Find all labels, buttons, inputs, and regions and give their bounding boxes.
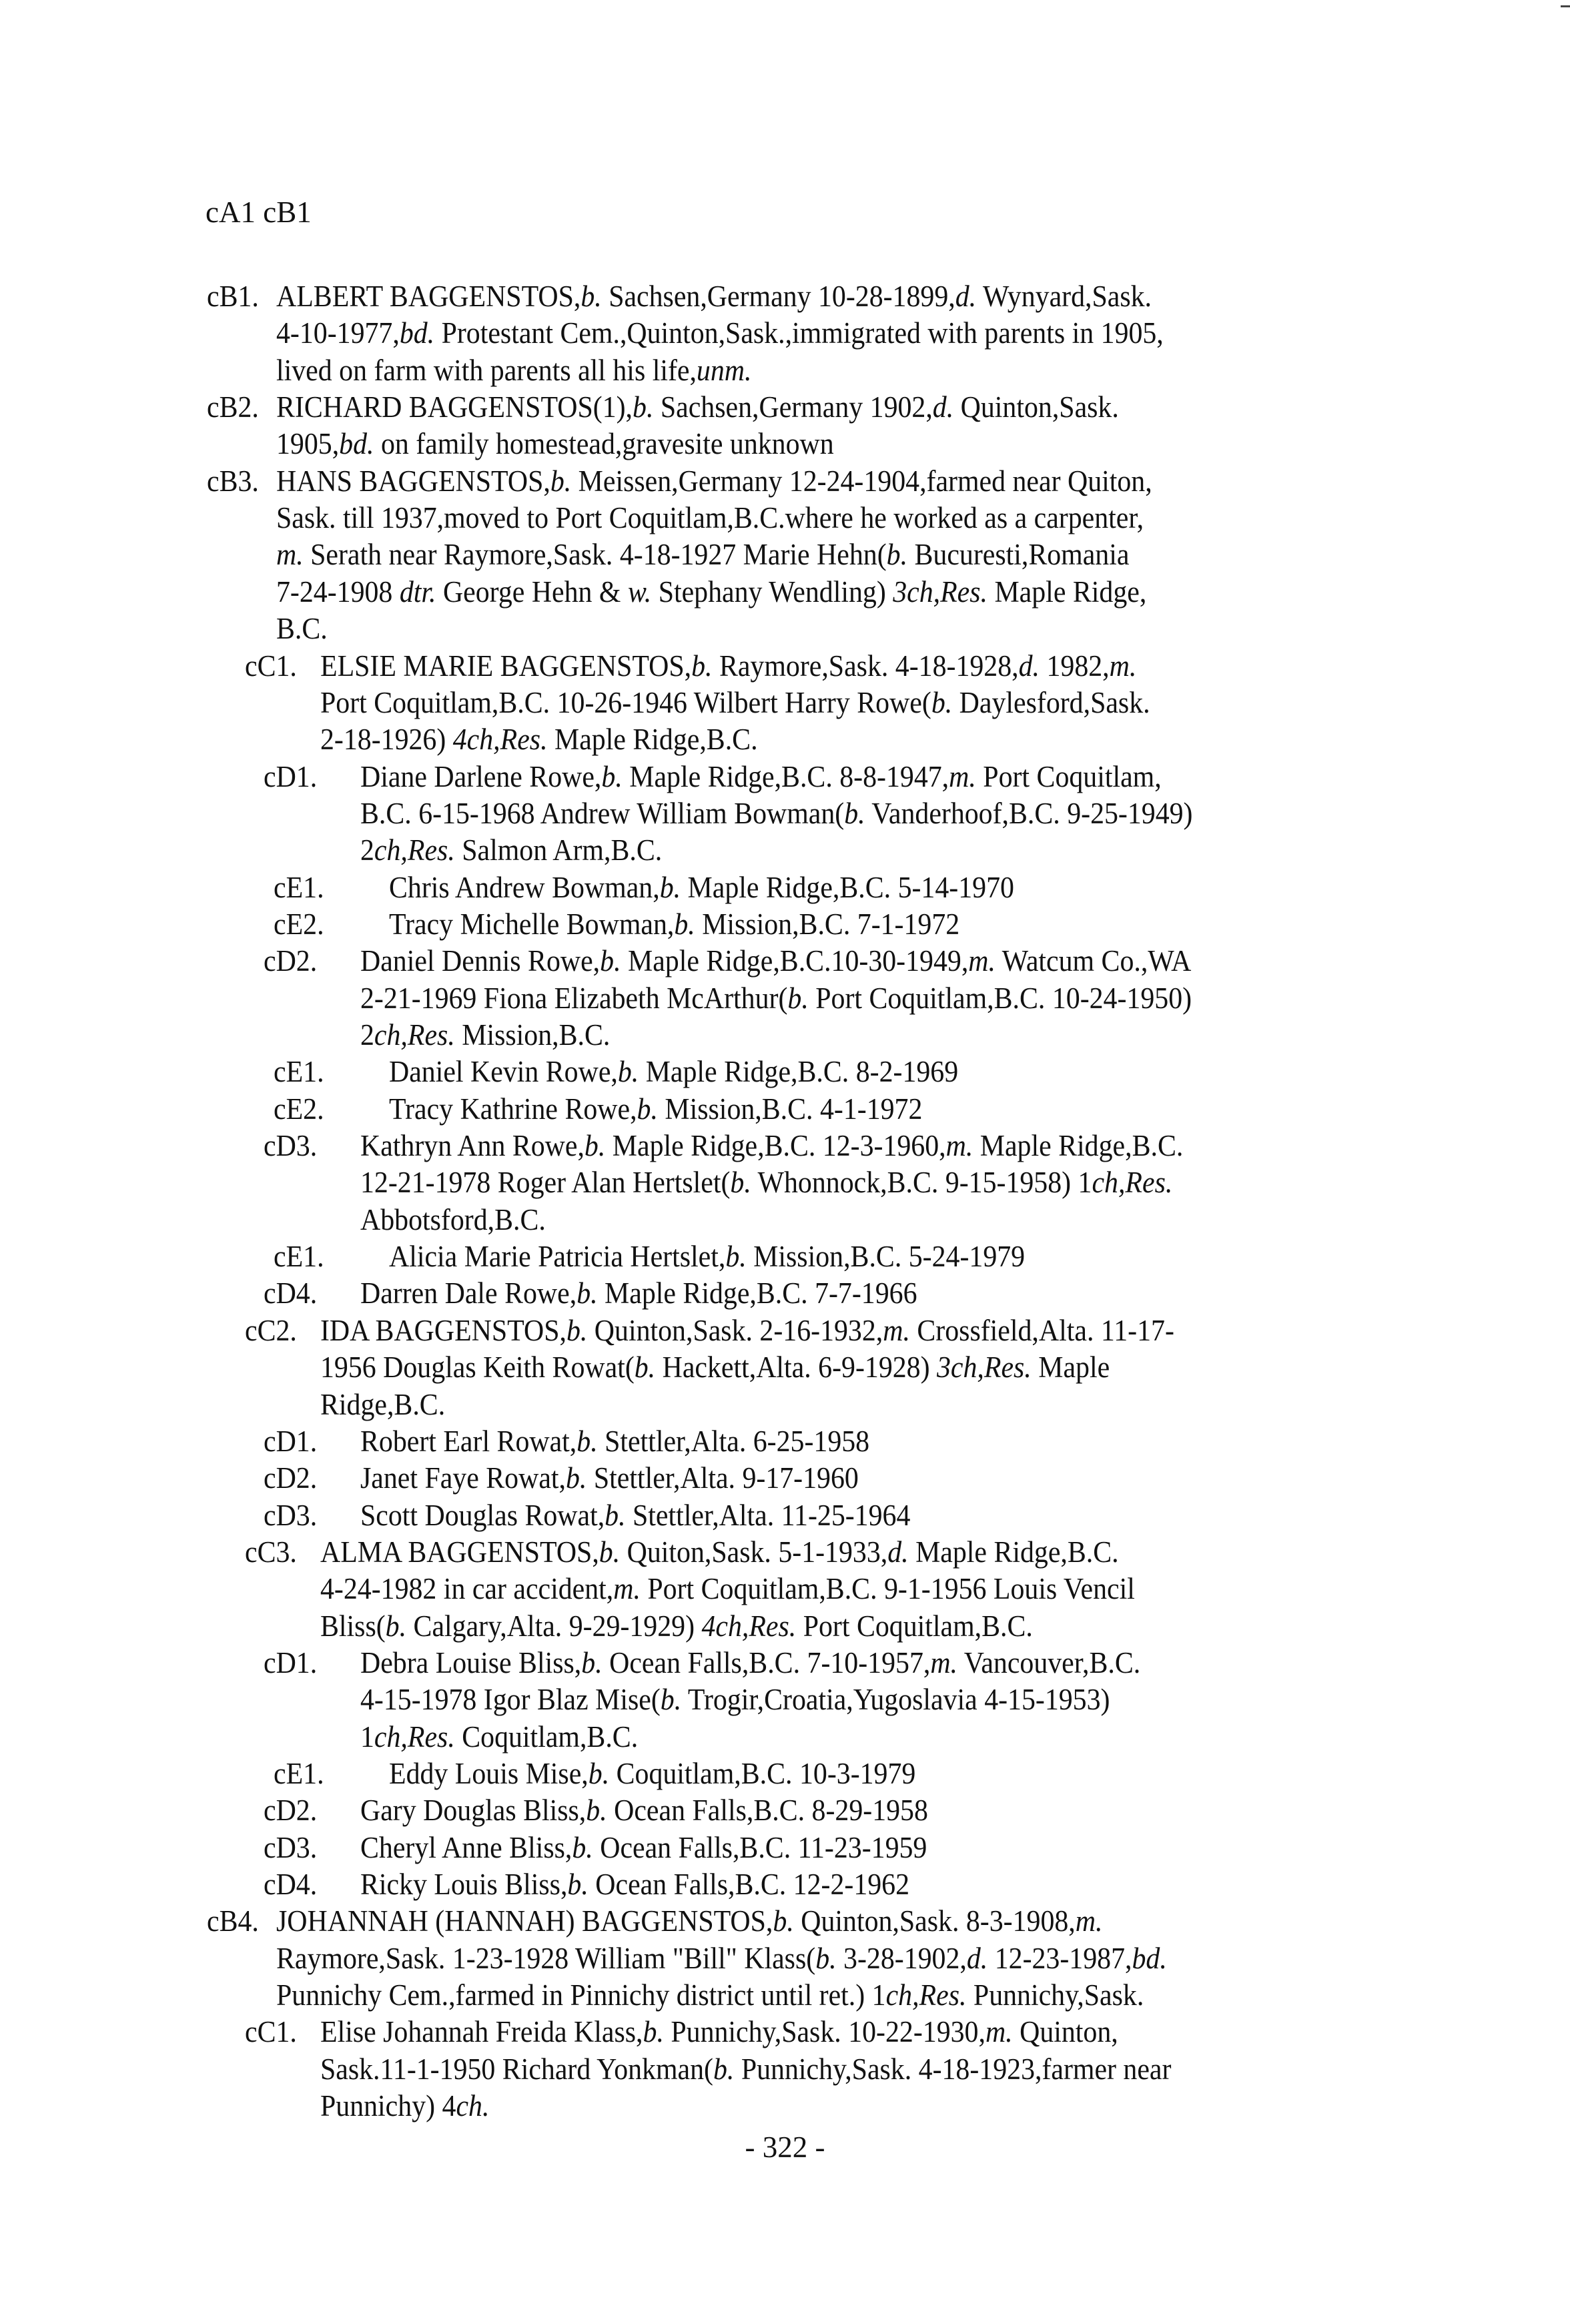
italic-abbrev: b. — [643, 2015, 664, 2049]
italic-abbrev: b. — [550, 464, 572, 498]
italic-abbrev: dtr. — [399, 574, 436, 609]
entry-label: cD3. — [264, 1498, 318, 1532]
entry-label: cC1. — [245, 2015, 297, 2049]
text-run: 1956 Douglas Keith Rowat( — [320, 1350, 635, 1385]
italic-abbrev: b. — [931, 685, 953, 719]
italic-abbrev: 4ch,Res. — [452, 723, 548, 757]
italic-abbrev: b. — [886, 538, 908, 572]
text-run: Daniel Dennis Rowe, — [360, 944, 601, 978]
text-run: 12-23-1987, — [988, 1941, 1132, 1975]
italic-abbrev: b. — [617, 1055, 639, 1089]
italic-abbrev: d. — [932, 390, 954, 424]
entry-continuation-line — [360, 1016, 610, 1054]
text-run: B.C. — [276, 612, 328, 646]
text-run: Bucuresti,Romania — [907, 538, 1130, 572]
text-run: 12-21-1978 Roger Alan Hertslet( — [360, 1166, 731, 1200]
text-run: B.C. 6-15-1968 Andrew William Bowman( — [360, 796, 845, 830]
italic-abbrev: b. — [787, 981, 809, 1015]
entry-label: cC3. — [245, 1535, 297, 1569]
text-run: Kathryn Ann Rowe, — [360, 1129, 584, 1163]
italic-abbrev: b. — [660, 1683, 682, 1717]
text-run: Maple Ridge, — [988, 574, 1147, 609]
text-run: Sask. till 1937,moved to Port Coquitlam,B.C.where he worked as a carpenter, — [276, 501, 1144, 535]
italic-abbrev: b. — [572, 1830, 593, 1864]
text-run: Daniel Kevin Rowe, — [389, 1055, 618, 1089]
text-run: Stettler,Alta. 11-25-1964 — [625, 1498, 911, 1532]
entry-line — [320, 1533, 1119, 1571]
text-run: Maple Ridge,B.C. 12-3-1960, — [605, 1129, 946, 1163]
text-run: 2-18-1926) — [320, 723, 453, 757]
entry-label: cD4. — [264, 1276, 318, 1310]
text-run: Ocean Falls,B.C. 12-2-1962 — [588, 1868, 910, 1902]
italic-abbrev: ch,Res. — [1092, 1166, 1173, 1200]
entry-continuation-line — [320, 1570, 1135, 1607]
italic-abbrev: ch,Res. — [374, 1018, 455, 1052]
italic-abbrev: b. — [599, 1535, 621, 1569]
text-run: JOHANNAH (HANNAH) BAGGENSTOS, — [276, 1904, 773, 1938]
page-number: - 322 - — [745, 2131, 825, 2164]
text-run: on family homestead,gravesite unknown — [374, 427, 834, 461]
italic-abbrev: m. — [1075, 1904, 1103, 1938]
entry-label: cD2. — [264, 1461, 318, 1495]
entry-label: cB4. — [207, 1904, 259, 1938]
text-run: 1905, — [276, 427, 340, 461]
text-run: Punnichy) 4 — [320, 2089, 456, 2123]
entry-label: cD1. — [264, 1424, 318, 1458]
text-run: 7-24-1908 — [276, 574, 400, 609]
text-run: Salmon Arm,B.C. — [454, 833, 663, 867]
text-run: Tracy Michelle Bowman, — [389, 907, 675, 941]
text-run: 2 — [360, 833, 374, 867]
entry-label: cD2. — [264, 1794, 318, 1828]
entry-label: cB1. — [207, 280, 259, 313]
entry-label: cE2. — [274, 907, 324, 941]
text-run: Coquitlam,B.C. — [454, 1719, 639, 1754]
entry-line — [320, 647, 1136, 685]
entry-continuation-line — [320, 721, 758, 758]
entry-line — [360, 942, 1191, 980]
text-run: Ocean Falls,B.C. 8-29-1958 — [607, 1794, 928, 1828]
entry-continuation-line — [360, 1201, 546, 1238]
text-run: Elise Johannah Freida Klass, — [320, 2015, 643, 2049]
text-run: IDA BAGGENSTOS, — [320, 1313, 566, 1347]
text-run: Maple Ridge,B.C. 8-8-1947, — [622, 759, 949, 793]
entry-continuation-line — [276, 352, 751, 389]
entry-continuation-line — [360, 831, 662, 869]
text-run: Wynyard,Sask. — [976, 280, 1152, 313]
entry-label: cB2. — [207, 390, 259, 424]
text-run: Scott Douglas Rowat, — [360, 1498, 605, 1532]
italic-abbrev: w. — [627, 574, 652, 609]
entry-line — [360, 1423, 869, 1460]
scan-edge-mark — [1561, 5, 1570, 7]
entry-line — [360, 1866, 909, 1903]
text-run: Alicia Marie Patricia Hertslet, — [389, 1240, 726, 1274]
text-run: Maple Ridge,B.C. — [973, 1129, 1184, 1163]
entry-label: cE1. — [274, 1055, 324, 1089]
entry-continuation-line — [276, 499, 1144, 536]
entry-label: cD2. — [264, 944, 318, 978]
text-run: Daylesford,Sask. — [952, 685, 1150, 719]
text-run: Watcum Co.,WA — [995, 944, 1192, 978]
italic-abbrev: b. — [674, 907, 695, 941]
entry-label: cD1. — [264, 1645, 318, 1679]
entry-label: cD3. — [264, 1830, 318, 1864]
text-run: Abbotsford,B.C. — [360, 1202, 546, 1236]
text-run: Hackett,Alta. 6-9-1928) — [655, 1350, 937, 1385]
italic-abbrev: b. — [385, 1609, 407, 1643]
entry-continuation-line — [320, 684, 1150, 721]
italic-abbrev: m. — [945, 1129, 973, 1163]
italic-abbrev: ch,Res. — [885, 1978, 967, 2012]
entry-line — [360, 1792, 928, 1829]
italic-abbrev: b. — [773, 1904, 794, 1938]
italic-abbrev: b. — [691, 649, 713, 683]
entry-line — [389, 1090, 922, 1128]
entry-line — [360, 1274, 917, 1312]
text-run: Mission,B.C. 5-24-1979 — [746, 1240, 1026, 1274]
italic-abbrev: b. — [713, 2052, 735, 2086]
text-run: Coquitlam,B.C. 10-3-1979 — [609, 1757, 916, 1790]
entry-line — [360, 1829, 927, 1866]
entry-continuation-line — [360, 1681, 1110, 1718]
text-run: Bliss( — [320, 1609, 386, 1643]
text-run: Debra Louise Bliss, — [360, 1645, 582, 1679]
entry-label: cE1. — [274, 1240, 324, 1274]
entry-line — [320, 2013, 1118, 2050]
italic-abbrev: b. — [565, 1461, 587, 1495]
entry-continuation-line — [320, 1607, 1033, 1645]
text-run: ELSIE MARIE BAGGENSTOS, — [320, 649, 692, 683]
text-run: Whonnock,B.C. 9-15-1958) 1 — [751, 1166, 1092, 1200]
text-run: 2-21-1969 Fiona Elizabeth McArthur( — [360, 981, 788, 1015]
text-run: Maple Ridge,B.C. 8-2-1969 — [639, 1055, 959, 1089]
text-run: Maple — [1031, 1350, 1110, 1385]
italic-abbrev: d. — [887, 1535, 909, 1569]
entry-line — [389, 1238, 1025, 1275]
text-run: lived on farm with parents all his life, — [276, 353, 697, 387]
italic-abbrev: b. — [634, 1350, 656, 1385]
text-run: Port Coquitlam,B.C. 9-1-1956 Louis Vencil — [640, 1572, 1135, 1606]
entry-continuation-line — [320, 2050, 1171, 2088]
entry-label: cD4. — [264, 1868, 318, 1902]
text-run: Mission,B.C. 7-1-1972 — [695, 907, 960, 941]
entry-line — [360, 758, 1162, 795]
text-run: Ridge,B.C. — [320, 1387, 446, 1421]
entry-continuation-line — [276, 536, 1129, 573]
entry-line — [276, 1902, 1102, 1940]
italic-abbrev: m. — [883, 1313, 910, 1347]
entry-line — [389, 1053, 958, 1090]
text-run: Punnichy Cem.,farmed in Pinnichy district until ret.) 1 — [276, 1978, 886, 2012]
italic-abbrev: b. — [566, 1313, 588, 1347]
text-run: RICHARD BAGGENSTOS(1), — [276, 390, 633, 424]
italic-abbrev: b. — [581, 1645, 603, 1679]
text-run: Vanderhoof,B.C. 9-25-1949) — [865, 796, 1193, 830]
entry-continuation-line — [360, 980, 1192, 1017]
text-run: Raymore,Sask. 4-18-1928, — [712, 649, 1019, 683]
entry-continuation-line — [320, 2087, 489, 2124]
text-run: 2 — [360, 1018, 374, 1052]
text-run: Ocean Falls,B.C. 7-10-1957, — [602, 1645, 931, 1679]
text-run: Sask.11-1-1950 Richard Yonkman( — [320, 2052, 713, 2086]
entry-continuation-line — [320, 1348, 1110, 1386]
italic-abbrev: b. — [725, 1240, 747, 1274]
italic-abbrev: b. — [576, 1276, 598, 1310]
text-run: Sachsen,Germany 10-28-1899, — [601, 280, 955, 313]
italic-abbrev: b. — [659, 870, 681, 904]
italic-abbrev: m. — [968, 944, 996, 978]
text-run: Stephany Wendling) — [651, 574, 893, 609]
text-run: Quinton, — [1012, 2015, 1118, 2049]
italic-abbrev: d. — [955, 280, 977, 313]
text-run: Mission,B.C. 4-1-1972 — [657, 1092, 923, 1126]
italic-abbrev: 4ch,Res. — [701, 1609, 797, 1643]
italic-abbrev: bd. — [339, 427, 374, 461]
entry-continuation-line — [276, 425, 834, 462]
entry-line — [360, 1644, 1140, 1681]
italic-abbrev: bd. — [399, 316, 435, 350]
text-run: Crossfield,Alta. 11-17- — [909, 1313, 1174, 1347]
italic-abbrev: ch,Res. — [374, 833, 455, 867]
italic-abbrev: m. — [985, 2015, 1013, 2049]
italic-abbrev: 3ch,Res. — [936, 1350, 1032, 1385]
text-run: ALBERT BAGGENSTOS, — [276, 280, 581, 313]
entry-continuation-line — [360, 795, 1193, 832]
entry-label: cE2. — [274, 1092, 324, 1126]
italic-abbrev: b. — [637, 1092, 658, 1126]
text-run: 3-28-1902, — [836, 1941, 967, 1975]
text-run: George Hehn & — [436, 574, 628, 609]
text-run: Darren Dale Rowe, — [360, 1276, 577, 1310]
page-header: cA1 cB1 — [206, 196, 312, 229]
entry-line — [389, 1755, 915, 1792]
text-run: Cheryl Anne Bliss, — [360, 1830, 572, 1864]
italic-abbrev: 3ch,Res. — [893, 574, 988, 609]
text-run: Punnichy,Sask. 4-18-1923,farmer near — [734, 2052, 1172, 2086]
entry-line — [360, 1127, 1183, 1164]
entry-line — [320, 1312, 1174, 1349]
entry-label: cE1. — [274, 1757, 324, 1790]
italic-abbrev: b. — [730, 1166, 751, 1200]
text-run: ALMA BAGGENSTOS, — [320, 1535, 599, 1569]
entry-label: cC2. — [245, 1313, 297, 1347]
text-run: 4-10-1977, — [276, 316, 400, 350]
italic-abbrev: b. — [588, 1757, 610, 1790]
text-run: Punnichy,Sask. — [966, 1978, 1144, 2012]
text-run: Maple Ridge,B.C. 7-7-1966 — [597, 1276, 917, 1310]
italic-abbrev: ch,Res. — [374, 1719, 455, 1754]
text-run: Mission,B.C. — [454, 1018, 611, 1052]
italic-abbrev: m. — [930, 1645, 958, 1679]
italic-abbrev: m. — [276, 538, 304, 572]
italic-abbrev: b. — [580, 280, 602, 313]
text-run: Port Coquitlam,B.C. — [796, 1609, 1033, 1643]
text-run: 4-24-1982 in car accident, — [320, 1572, 614, 1606]
italic-abbrev: bd. — [1132, 1941, 1167, 1975]
text-run: Sachsen,Germany 1902, — [653, 390, 933, 424]
text-run: Port Coquitlam, — [975, 759, 1162, 793]
italic-abbrev: b. — [633, 390, 654, 424]
italic-abbrev: d. — [1018, 649, 1040, 683]
text-run: Quinton,Sask. 2-16-1932, — [587, 1313, 883, 1347]
entry-line — [360, 1459, 859, 1497]
italic-abbrev: m. — [1109, 649, 1137, 683]
italic-abbrev: b. — [844, 796, 865, 830]
entry-continuation-line — [276, 573, 1146, 611]
entry-label: cC1. — [245, 649, 297, 683]
text-run: Serath near Raymore,Sask. 4-18-1927 Marie Hehn( — [303, 538, 887, 572]
entry-label: cE1. — [274, 870, 324, 904]
text-run: Diane Darlene Rowe, — [360, 759, 602, 793]
entry-line — [276, 462, 1152, 500]
entry-continuation-line — [360, 1164, 1172, 1201]
entry-label: cD1. — [264, 759, 318, 793]
entry-continuation-line — [276, 314, 1164, 352]
text-run: Maple Ridge,B.C. — [547, 723, 758, 757]
entry-label: cB3. — [207, 464, 259, 498]
text-run: Port Coquitlam,B.C. 10-26-1946 Wilbert Harry Rowe( — [320, 685, 931, 719]
text-run: Quinton,Sask. 8-3-1908, — [793, 1904, 1076, 1938]
entry-line — [389, 869, 1014, 906]
italic-abbrev: b. — [601, 759, 623, 793]
text-run: Stettler,Alta. 9-17-1960 — [586, 1461, 859, 1495]
text-run: 1982, — [1040, 649, 1110, 683]
text-run: Quiton,Sask. 5-1-1933, — [620, 1535, 888, 1569]
text-run: Meissen,Germany 12-24-1904,farmed near Quiton, — [571, 464, 1152, 498]
italic-abbrev: b. — [576, 1424, 598, 1458]
text-run: Maple Ridge,B.C.10-30-1949, — [621, 944, 969, 978]
italic-abbrev: b. — [605, 1498, 626, 1532]
text-run: Protestant Cem.,Quinton,Sask.,immigrated with parents in 1905, — [434, 316, 1164, 350]
text-run: HANS BAGGENSTOS, — [276, 464, 550, 498]
entry-continuation-line — [276, 610, 328, 647]
entry-continuation-line — [276, 1976, 1144, 2014]
italic-abbrev: m. — [949, 759, 976, 793]
text-run: Stettler,Alta. 6-25-1958 — [597, 1424, 870, 1458]
entry-line — [389, 905, 959, 943]
text-run: Maple Ridge,B.C. — [908, 1535, 1119, 1569]
text-run: Quinton,Sask. — [953, 390, 1119, 424]
entry-continuation-line — [320, 1386, 445, 1423]
text-run: Trogir,Croatia,Yugoslavia 4-15-1953) — [681, 1683, 1110, 1717]
italic-abbrev: b. — [584, 1129, 606, 1163]
text-run: Robert Earl Rowat, — [360, 1424, 577, 1458]
italic-abbrev: b. — [600, 944, 621, 978]
text-run: Janet Faye Rowat, — [360, 1461, 566, 1495]
entry-line — [276, 388, 1119, 426]
italic-abbrev: d. — [966, 1941, 988, 1975]
italic-abbrev: b. — [815, 1941, 837, 1975]
text-run: Punnichy,Sask. 10-22-1930, — [663, 2015, 986, 2049]
italic-abbrev: m. — [613, 1572, 641, 1606]
text-run: Vancouver,B.C. — [957, 1645, 1141, 1679]
italic-abbrev: ch. — [456, 2089, 490, 2123]
text-run: 4-15-1978 Igor Blaz Mise( — [360, 1683, 661, 1717]
text-run: Calgary,Alta. 9-29-1929) — [406, 1609, 702, 1643]
text-run: Chris Andrew Bowman, — [389, 870, 660, 904]
entry-continuation-line — [276, 1940, 1167, 1977]
text-run: Eddy Louis Mise, — [389, 1757, 588, 1790]
entry-line — [360, 1497, 910, 1534]
italic-abbrev: b. — [567, 1868, 588, 1902]
text-run: Ocean Falls,B.C. 11-23-1959 — [593, 1830, 927, 1864]
text-run: 1 — [360, 1719, 374, 1754]
entry-line — [276, 278, 1152, 315]
entry-label: cD3. — [264, 1129, 318, 1163]
text-run: Port Coquitlam,B.C. 10-24-1950) — [808, 981, 1192, 1015]
text-run: Tracy Kathrine Rowe, — [389, 1092, 637, 1126]
text-run: Gary Douglas Bliss, — [360, 1794, 586, 1828]
italic-abbrev: unm. — [696, 353, 752, 387]
italic-abbrev: b. — [586, 1794, 607, 1828]
text-run: Maple Ridge,B.C. 5-14-1970 — [681, 870, 1014, 904]
entry-continuation-line — [360, 1718, 638, 1756]
text-run: Ricky Louis Bliss, — [360, 1868, 568, 1902]
text-run: Raymore,Sask. 1-23-1928 William "Bill" Klass( — [276, 1941, 816, 1975]
